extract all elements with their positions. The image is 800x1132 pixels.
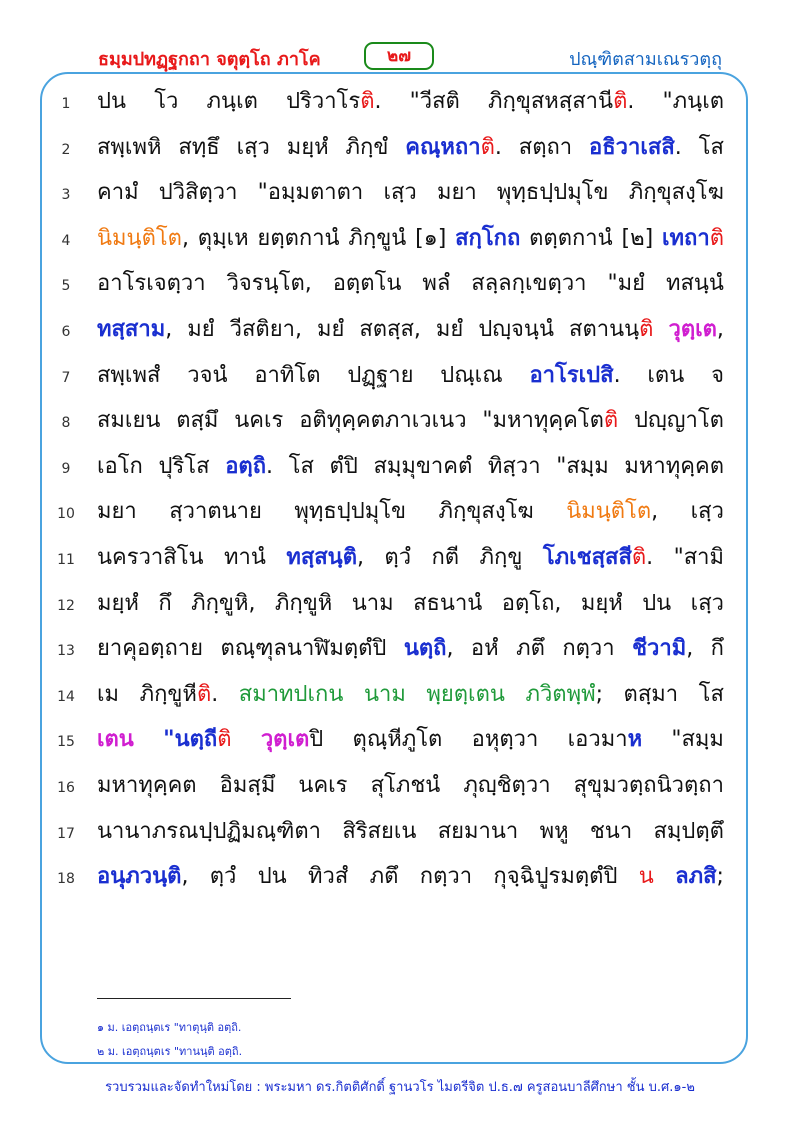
word: สมฺมุขาคตํ xyxy=(373,453,473,479)
word: อิมสฺมึ xyxy=(219,773,276,798)
word: กึ xyxy=(710,636,724,662)
word: นิมนฺติโต, xyxy=(97,225,189,251)
word: น xyxy=(638,864,654,890)
line-number: 15 xyxy=(57,734,75,751)
word: คามํ xyxy=(97,180,139,206)
word: ยตฺตกานํ xyxy=(257,225,340,251)
line-text xyxy=(97,588,724,620)
word: กตฺวา xyxy=(562,636,615,662)
word: วุตฺเตปิ xyxy=(260,727,324,753)
word: ยาคุอตฺถาย xyxy=(97,636,204,662)
word: เสฺว xyxy=(236,134,270,160)
line-text xyxy=(97,542,724,574)
word: ภตึ xyxy=(369,864,399,890)
word: สมฺปตฺตึ xyxy=(653,818,724,844)
word: ตสฺมึ xyxy=(176,408,219,434)
word: วิจรนฺโต, xyxy=(226,271,312,297)
word: ภิกฺขู xyxy=(479,545,523,570)
word: สกฺโกถ xyxy=(455,225,521,251)
line-number: 9 xyxy=(61,460,71,477)
word: โภเชสฺสสีติ. xyxy=(542,545,654,570)
word: สตสฺส, xyxy=(359,317,421,342)
text-line xyxy=(0,675,800,721)
line-text xyxy=(97,496,724,528)
text-line xyxy=(0,356,800,402)
word: ตตฺตกานํ xyxy=(529,225,613,251)
word: มยา xyxy=(436,180,477,206)
line-number: 5 xyxy=(61,278,71,295)
line-text xyxy=(97,679,724,711)
word: ตํปิ xyxy=(329,453,358,479)
line-text xyxy=(97,132,724,164)
word: ปน xyxy=(97,89,127,114)
word: สุโภชนํ xyxy=(370,773,441,798)
word: นิมนฺติโต, xyxy=(566,499,659,525)
word: กึ xyxy=(158,590,172,616)
line-number: 3 xyxy=(61,187,71,204)
word: ทสฺสนฺติ, xyxy=(286,545,364,570)
word: ปริวาโรติ. xyxy=(286,89,382,114)
word: สิริสยเน xyxy=(342,818,417,844)
line-text xyxy=(97,223,724,255)
text-line xyxy=(0,584,800,630)
word: อาทิโต xyxy=(254,362,321,388)
word: มหาทุคฺคต xyxy=(97,773,197,798)
line-number: 14 xyxy=(57,688,75,705)
word: มยา xyxy=(97,499,137,525)
line-number: 6 xyxy=(61,324,71,340)
word: อธิวาเสสิ. xyxy=(589,134,682,160)
text-line xyxy=(0,128,800,174)
story-title: ปณฺฑิตสามเณรวตฺถุ xyxy=(569,49,722,70)
word: สตานนฺติ xyxy=(569,317,654,342)
word: "ภนฺเต xyxy=(662,89,724,114)
line-text xyxy=(97,268,724,300)
footnote-1: ๑ ม. เอตฺถนฺตเร "ทาตุนฺติ อตฺถิ. xyxy=(97,1021,242,1034)
line-number: 16 xyxy=(57,780,75,796)
word: ปณฺเณ xyxy=(440,362,503,388)
line-text xyxy=(97,451,724,483)
line-number: 4 xyxy=(61,232,71,249)
text-line xyxy=(0,492,800,538)
word: อตฺตโน xyxy=(332,271,402,297)
word: เตน xyxy=(97,727,134,753)
word: อตฺโถ, xyxy=(501,590,562,616)
text-line xyxy=(0,812,800,858)
text-line xyxy=(0,857,800,903)
line-number: 11 xyxy=(57,552,75,568)
line-number: 13 xyxy=(57,643,75,660)
word: เทถาติ xyxy=(662,225,724,251)
word: "วีสติ xyxy=(409,89,460,114)
line-text xyxy=(97,724,724,756)
line-number: 2 xyxy=(61,141,71,158)
word: ทิวสํ xyxy=(308,864,349,890)
word: ทานํ xyxy=(223,545,266,570)
word: วีสติยา, xyxy=(229,317,302,342)
text-line xyxy=(0,447,800,493)
word: ปุริโส xyxy=(158,453,210,479)
word: วุตฺเต, xyxy=(668,317,724,342)
word: อตฺถิ. xyxy=(225,453,274,479)
word: นคเร xyxy=(298,773,348,798)
word: พหู xyxy=(539,818,569,844)
word: ภิกฺขูหิ xyxy=(274,590,333,616)
word: ภุญฺชิตฺวา xyxy=(463,773,551,798)
word: ปฏฺฐาย xyxy=(347,362,414,388)
page-footer: รวบรวมและจัดทำใหม่โดย : พระมหา ดร.กิตติศักดิ์ ฐานวโร ไมตรีจิต ป.ธ.๗ ครูสอนบาลีศึกษา ชั้น บ.ศ.๑-๒ xyxy=(105,1080,695,1095)
page-number: ๒๗ xyxy=(364,42,434,70)
word: มยํ xyxy=(316,317,345,342)
word: คณฺหถาติ. xyxy=(405,134,502,160)
line-number: 12 xyxy=(57,597,75,614)
word: ภิกฺขุสหสฺสานีติ. xyxy=(488,89,635,114)
word: นาม xyxy=(351,590,394,616)
line-text xyxy=(97,360,724,392)
text-line xyxy=(0,401,800,447)
word: โส xyxy=(698,681,724,707)
word: พฺยตฺเตน xyxy=(426,681,505,707)
text-line xyxy=(0,82,800,128)
word: อหุตฺวา xyxy=(471,727,539,753)
word: "สมฺม xyxy=(556,453,609,479)
footnote-2: ๒ ม. เอตฺถนฺตเร "ทานนฺติ อตฺถิ. xyxy=(97,1045,243,1058)
word: กตี xyxy=(431,545,460,570)
word: ทสฺสาม, xyxy=(97,317,173,342)
text-line xyxy=(0,310,800,356)
word: นานาภรณปฺปฏิมณฺฑิตา xyxy=(97,818,322,844)
word: อติทุคฺคตภาเวเนว xyxy=(299,408,467,434)
word: ภิกฺขูหิ, xyxy=(191,590,256,616)
line-text xyxy=(97,405,724,437)
line-number: 17 xyxy=(57,825,75,842)
word: ภิกฺขูนํ xyxy=(348,225,407,251)
word: ตฺวํ xyxy=(384,545,412,570)
word: โส xyxy=(698,134,724,160)
line-number: 7 xyxy=(61,369,71,386)
word: ปน xyxy=(642,590,672,616)
word: ตุณฺหีภูโต xyxy=(352,727,443,753)
word: เสฺว xyxy=(690,499,724,525)
word: สทฺธึ xyxy=(178,134,220,160)
word: มยํ xyxy=(187,317,215,342)
line-number: 8 xyxy=(61,415,71,432)
word: กุจฺฉิปูรมตฺตํปิ xyxy=(493,864,618,890)
word: นคเร xyxy=(234,408,284,434)
word: นาม xyxy=(363,681,406,707)
word: ตณฺฑุลนาฬิมตฺตํปิ xyxy=(220,636,387,662)
word: เสฺว xyxy=(690,590,724,616)
word: มยํ xyxy=(435,317,464,342)
word: ภิกฺขุสงฺโฆ xyxy=(628,180,724,206)
word: ปญฺจนฺนํ xyxy=(478,317,555,342)
text-line xyxy=(0,264,800,310)
word: มยฺหํ xyxy=(286,134,329,160)
word: อาโรเปสิ. xyxy=(529,362,621,388)
line-number: 1 xyxy=(61,96,71,112)
word: ภตึ xyxy=(516,636,545,662)
word: ตุมฺเห xyxy=(197,225,249,251)
text-line xyxy=(0,766,800,812)
word: "มยํ xyxy=(607,271,645,297)
word: [๑] xyxy=(415,225,447,251)
line-text xyxy=(97,177,724,209)
word: ปญฺญาโต xyxy=(634,408,724,434)
word: ภวิตพฺพํ; xyxy=(525,681,604,707)
word: [๒] xyxy=(621,225,654,251)
word: สพฺเพสํ xyxy=(97,362,161,388)
word: ทิสฺวา xyxy=(487,453,541,479)
word: จ xyxy=(711,362,724,388)
text-line xyxy=(0,720,800,766)
line-text xyxy=(97,770,724,802)
word: กตฺวา xyxy=(419,864,473,890)
word: ลภสิ; xyxy=(675,864,724,890)
line-text xyxy=(97,314,724,346)
word: "สมฺม xyxy=(671,727,724,753)
word: สยมานา xyxy=(437,818,519,844)
word: โส xyxy=(288,453,314,479)
text-line xyxy=(0,538,800,584)
word: ชีวามิ, xyxy=(632,636,694,662)
footnote-rule xyxy=(97,998,291,999)
word: ทสนฺนํ xyxy=(665,271,724,297)
word: โว xyxy=(154,89,179,114)
word: สมาทปเกน xyxy=(238,681,344,707)
word: ภิกฺขุสงฺโฆ xyxy=(438,499,534,525)
word: มหาทุคฺคต xyxy=(624,453,724,479)
word: ตฺวํ xyxy=(209,864,237,890)
word: พุทฺธปฺปมุโข xyxy=(294,499,407,525)
word: อาโรเจตฺวา xyxy=(97,271,206,297)
word: อหํ xyxy=(470,636,499,662)
word: เม xyxy=(97,681,120,707)
line-text xyxy=(97,816,724,848)
word: สมเยน xyxy=(97,408,161,434)
word: ปน xyxy=(257,864,287,890)
text-line xyxy=(0,219,800,265)
word: "นตฺถีติ xyxy=(163,727,232,753)
line-text xyxy=(97,861,724,893)
word: อนุภวนฺติ, xyxy=(97,864,189,890)
word: นครวาสิโน xyxy=(97,545,204,570)
word: เสฺว xyxy=(383,180,417,206)
word: ภนฺเต xyxy=(206,89,258,114)
word: "อมฺมตาตา xyxy=(257,180,364,206)
word: เอโก xyxy=(97,453,143,479)
word: ชนา xyxy=(589,818,633,844)
word: เอวมาห xyxy=(567,727,643,753)
word: สฺวาตนาย xyxy=(169,499,262,525)
word: ปวิสิตฺวา xyxy=(158,180,238,206)
word: มยฺหํ xyxy=(97,590,139,616)
word: สลฺลกฺเขตฺวา xyxy=(471,271,587,297)
word: "สามิ xyxy=(673,545,724,570)
word: ตสฺมา xyxy=(623,681,679,707)
book-title: ธมฺมปทฏฺฐกถา จตุตฺโถ ภาโค xyxy=(98,49,321,70)
line-number: 18 xyxy=(57,871,75,888)
word: สุขุมวตฺถนิวตฺถา xyxy=(573,773,724,798)
line-text xyxy=(97,86,724,118)
word: สตฺถา xyxy=(518,134,573,160)
text-line xyxy=(0,173,800,219)
word: "มหาทุคฺคโตติ xyxy=(482,408,619,434)
word: สพฺเพหิ xyxy=(97,134,162,160)
word: นตฺถิ, xyxy=(403,636,454,662)
text-line xyxy=(0,629,800,675)
word: ภิกฺขํ xyxy=(345,134,389,160)
word: ภิกฺขูหีติ. xyxy=(139,681,219,707)
word: วจนํ xyxy=(187,362,228,388)
word: สธนานํ xyxy=(413,590,483,616)
word: เตน xyxy=(647,362,685,388)
line-number: 10 xyxy=(57,506,75,523)
word: พลํ xyxy=(422,271,451,297)
word: มยฺหํ xyxy=(580,590,623,616)
word: พุทฺธปฺปมุโข xyxy=(496,180,609,206)
line-text xyxy=(97,633,724,665)
